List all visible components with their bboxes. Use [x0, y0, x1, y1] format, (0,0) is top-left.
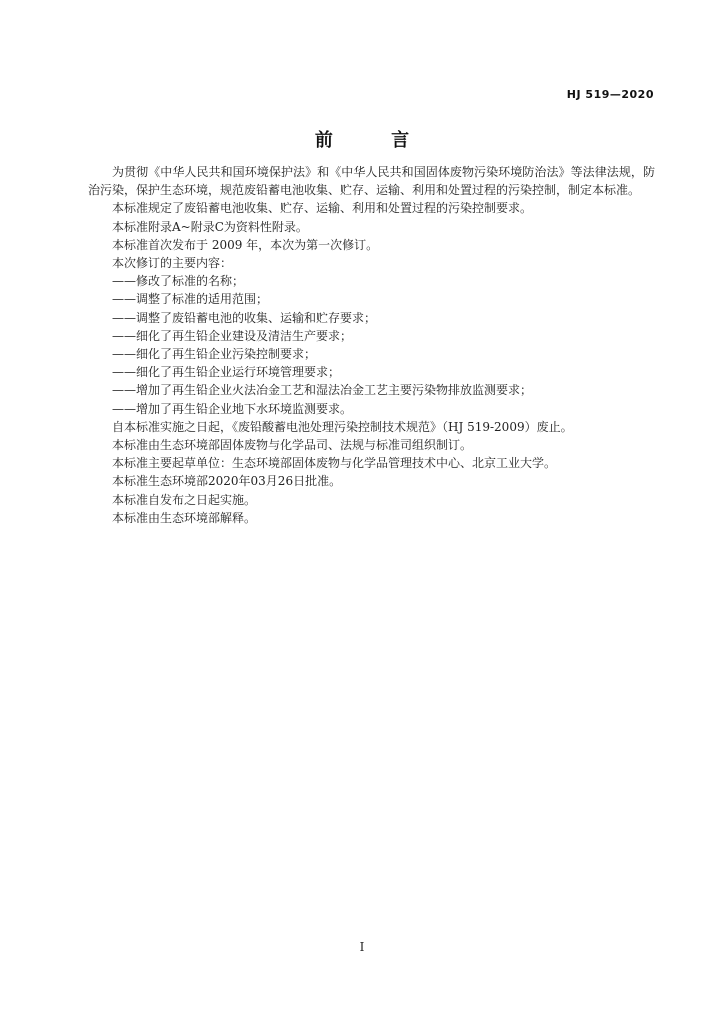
list-item: ——调整了标准的适用范围；: [112, 292, 269, 307]
paragraph: 本标准生态环境部2020年03月26日批准。: [112, 474, 342, 489]
list-item: ——调整了废铅蓄电池的收集、运输和贮存要求；: [112, 310, 377, 325]
document-code: HJ 519—2020: [566, 88, 654, 101]
preface-body: [88, 163, 655, 527]
list-item: ——细化了再生铅企业建设及清洁生产要求；: [112, 328, 353, 343]
paragraph: 本标准主要起草单位：生态环境部固体废物与化学品管理技术中心、北京工业大学。: [112, 456, 557, 471]
list-item: ——增加了再生铅企业火法冶金工艺和湿法冶金工艺主要污染物排放监测要求；: [112, 383, 533, 398]
list-item: ——增加了再生铅企业地下水环境监测要求。: [112, 401, 353, 416]
paragraph: 本标准规定了废铅蓄电池收集、贮存、运输、利用和处置过程的污染控制要求。: [112, 201, 533, 216]
paragraph: 本标准自发布之日起实施。: [112, 492, 257, 507]
page-title: 前 言: [314, 130, 436, 151]
list-item: ——细化了再生铅企业运行环境管理要求；: [112, 365, 341, 380]
list-item: ——修改了标准的名称；: [112, 274, 245, 289]
list-item: ——细化了再生铅企业污染控制要求；: [112, 347, 317, 362]
paragraph: 自本标准实施之日起，《废铅酸蓄电池处理污染控制技术规范》（HJ 519-2009）废止。: [112, 419, 573, 434]
page-number: I: [359, 940, 365, 954]
paragraph: 为贯彻《中华人民共和国环境保护法》和《中华人民共和国固体废物污染环境防治法》等法律法规，防治污染，保护生态环境，规范废铅蓄电池收集、贮存、运输、利用和处置过程的污染控制，制定本标准。: [88, 165, 655, 198]
paragraph: 本标准附录A~附录C为资料性附录。: [112, 219, 308, 234]
paragraph: 本次修订的主要内容：: [112, 256, 233, 271]
paragraph: 本标准由生态环境部固体废物与化学品司、法规与标准司组织制订。: [112, 438, 473, 453]
paragraph: 本标准由生态环境部解释。: [112, 510, 257, 525]
paragraph: 本标准首次发布于 2009 年，本次为第一次修订。: [112, 237, 379, 252]
